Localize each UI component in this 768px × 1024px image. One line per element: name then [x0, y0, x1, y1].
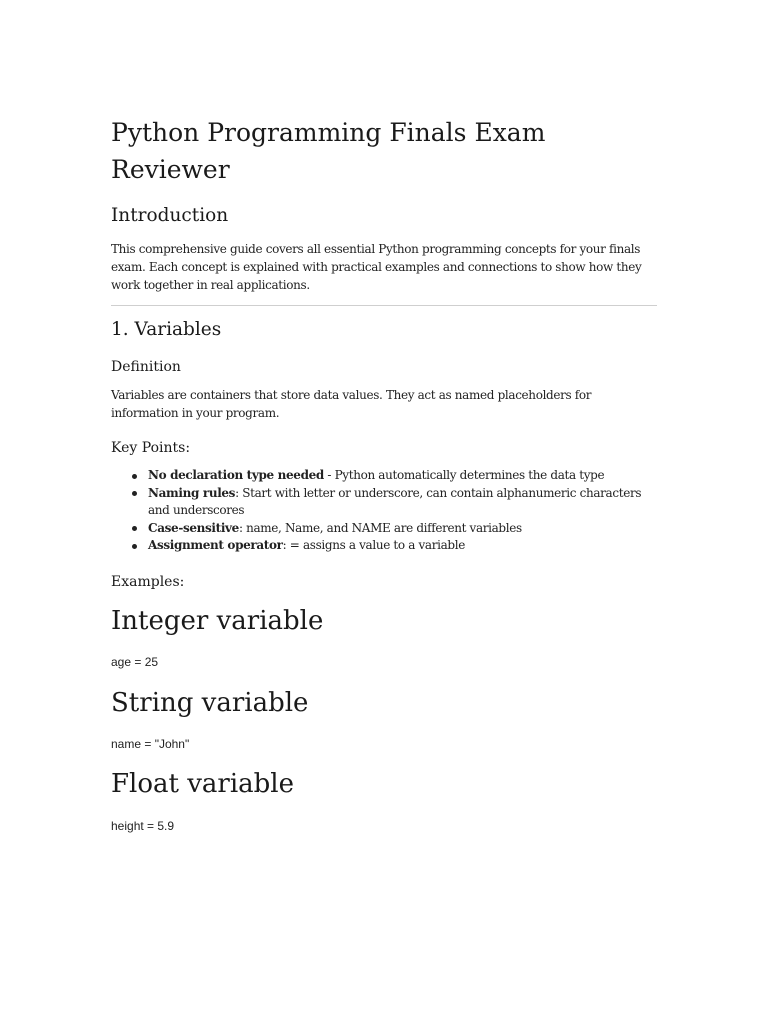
key-point-term: Naming rules: [148, 485, 236, 500]
introduction-heading: Introduction: [111, 205, 229, 226]
example-code-float: height = 5.9: [111, 819, 175, 833]
bullet-icon: [132, 526, 137, 531]
key-point-text: : name, Name, and NAME are different variables: [238, 520, 522, 535]
variables-heading: 1. Variables: [111, 319, 222, 340]
key-point-text: : = assigns a value to a variable: [282, 538, 465, 552]
examples-heading: Examples:: [111, 574, 185, 590]
example-code-integer: age = 25: [111, 655, 159, 669]
example-heading-string: String variable: [111, 688, 309, 718]
key-points-heading: Key Points:: [111, 440, 191, 456]
key-point-item: [111, 467, 657, 485]
example-heading-float: Float variable: [111, 769, 295, 799]
key-point-text: : Start with letter or underscore, can contain alphanumeric characters and underscores: [148, 485, 642, 517]
key-point-item: [111, 537, 657, 555]
bullet-icon: [132, 544, 137, 549]
key-point-term: Case-sensitive: [148, 520, 239, 535]
bullet-icon: [132, 491, 137, 496]
definition-heading: Definition: [111, 359, 181, 375]
bullet-icon: [132, 474, 137, 479]
key-point-item: [111, 520, 657, 538]
key-point-term: Assignment operator: [148, 538, 283, 552]
definition-text: Variables are containers that store data values. They act as named placeholders for information in your program.: [111, 388, 592, 420]
introduction-text: This comprehensive guide covers all essential Python programming concepts for your finals exam. Each concept is explained with practical examples and connections to show how they work together in real applications.: [111, 242, 642, 292]
example-code-string: name = "John": [111, 737, 190, 751]
example-heading-integer: Integer variable: [111, 606, 324, 636]
key-points-list: [111, 467, 657, 555]
key-point-text: - Python automatically determines the data type: [323, 468, 605, 482]
section-divider: [111, 305, 657, 306]
key-point-term: No declaration type needed: [148, 468, 324, 482]
key-point-item: [111, 485, 657, 520]
document-title: Python Programming Finals Exam Reviewer: [111, 118, 546, 184]
